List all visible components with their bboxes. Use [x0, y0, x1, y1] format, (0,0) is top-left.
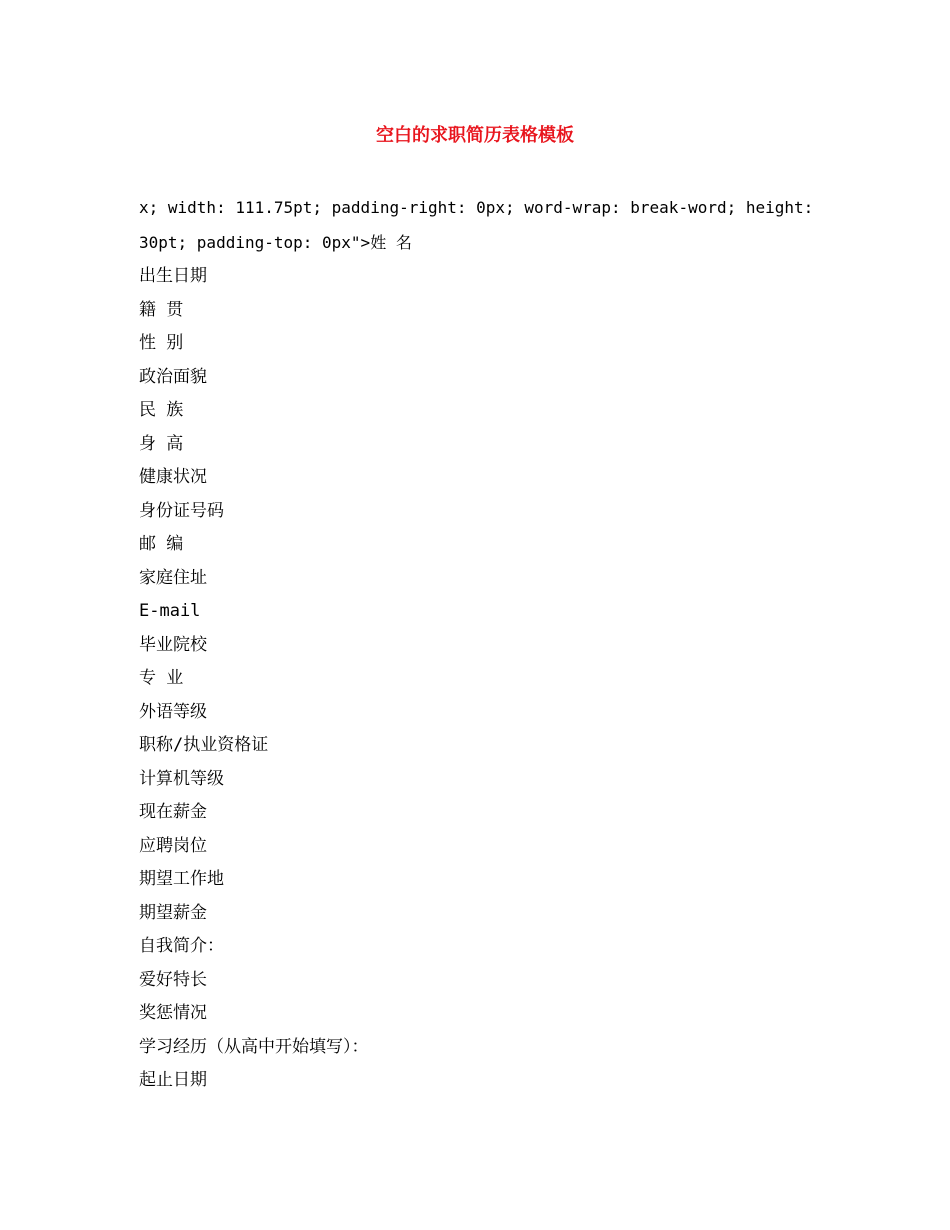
field-label: 毕业院校	[139, 634, 207, 655]
document-title: 空白的求职简历表格模板	[376, 125, 574, 146]
field-label: 家庭住址	[139, 567, 207, 588]
field-label: 身 高	[139, 433, 184, 454]
field-label: 政治面貌	[139, 366, 207, 387]
field-label: 期望工作地	[139, 869, 224, 889]
field-list	[139, 260, 819, 1098]
field-label: 籍 贯	[139, 299, 184, 320]
field-label: E-mail	[139, 601, 201, 621]
field-label: 应聘岗位	[139, 835, 207, 856]
intro-line-2: 30pt; padding-top: 0px">姓 名	[139, 233, 412, 252]
intro-paragraph	[139, 190, 819, 260]
field-label: 外语等级	[139, 701, 207, 722]
field-label: 起止日期	[139, 1070, 207, 1090]
field-label: 邮 编	[139, 534, 184, 554]
field-label: 专 业	[139, 668, 184, 688]
field-label: 爱好特长	[139, 969, 207, 990]
intro-line-1: x; width: 111.75pt; padding-right: 0px; word-wrap: break-word; height:	[139, 198, 814, 217]
field-label: 民 族	[139, 400, 184, 420]
field-label: 学习经历（从高中开始填写）：	[139, 1036, 369, 1057]
field-label: 职称/执业资格证	[139, 735, 269, 755]
field-label: 计算机等级	[139, 768, 224, 789]
document-body	[139, 190, 819, 1098]
field-label: 出生日期	[139, 266, 207, 286]
field-label: 现在薪金	[139, 802, 207, 822]
field-label: 性 别	[139, 333, 184, 353]
field-label: 身份证号码	[139, 500, 224, 521]
field-label: 自我简介：	[139, 936, 224, 956]
field-label: 期望薪金	[139, 902, 207, 923]
field-label: 健康状况	[139, 467, 207, 487]
field-label: 奖惩情况	[139, 1003, 207, 1023]
